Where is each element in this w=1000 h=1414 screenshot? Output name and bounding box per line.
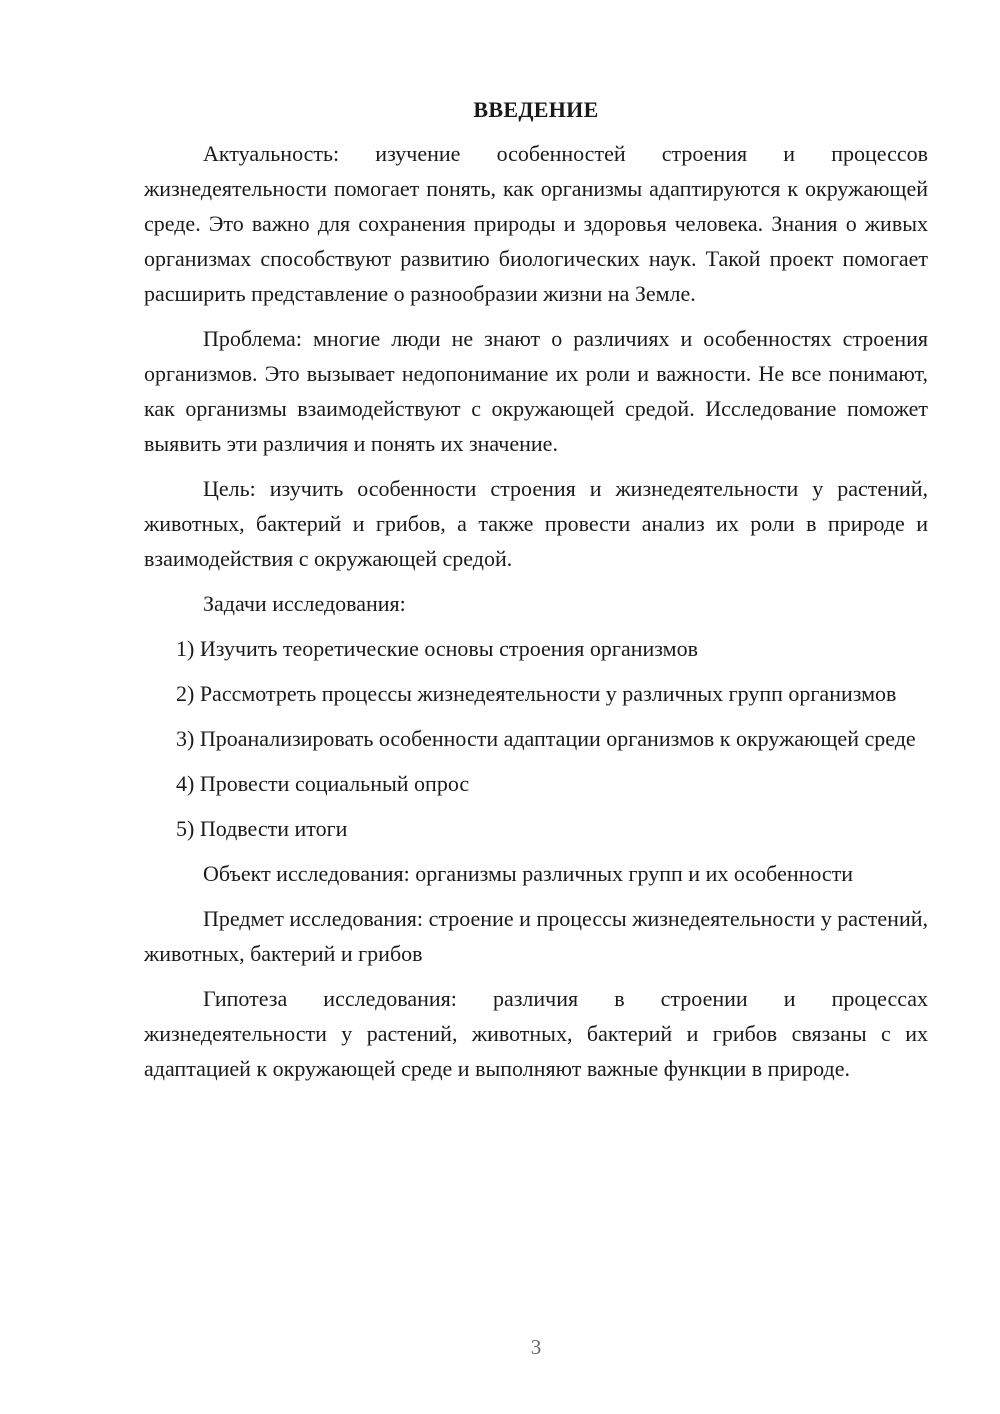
paragraph-tasks-heading: Задачи исследования: — [203, 591, 406, 616]
task-item-4: 4) Провести социальный опрос — [176, 771, 470, 796]
document-page — [144, 92, 928, 1096]
task-item-1: 1) Изучить теоретические основы строения организмов — [176, 636, 698, 661]
section-title: ВВЕДЕНИЕ — [473, 97, 599, 122]
paragraph-object: Объект исследования: организмы различных групп и их особенности — [203, 861, 854, 886]
paragraph-goal: Цель: изучить особенности строения и жизнедеятельности у растений, животных, бактерий и грибов, а также провести анализ их роли в природе и взаимодействия с окружающей средой. — [144, 476, 928, 571]
paragraph-subject: Предмет исследования: строение и процессы жизнедеятельности у растений, животных, бактерий и грибов — [144, 906, 928, 966]
paragraph-relevance: Актуальность: изучение особенностей строения и процессов жизнедеятельности помогает понять, как организмы адаптируются к окружающей среде. Это важно для сохранения природы и здоровья человека. Знания о живых организмах способствуют развитию биологических наук. Такой проект помогает расширить представление о разнообразии жизни на Земле. — [144, 141, 928, 306]
paragraph-hypothesis: Гипотеза исследования: различия в строении и процессах жизнедеятельности у растений, животных, бактерий и грибов связаны с их адаптацией к окружающей среде и выполняют важные функции в природе. — [144, 986, 928, 1081]
task-item-3: 3) Проанализировать особенности адаптации организмов к окружающей среде — [176, 726, 916, 751]
task-item-5: 5) Подвести итоги — [176, 816, 348, 841]
task-item-2: 2) Рассмотреть процессы жизнедеятельности у различных групп организмов — [176, 681, 897, 706]
page-number: 3 — [530, 1335, 542, 1359]
paragraph-problem: Проблема: многие люди не знают о различиях и особенностях строения организмов. Это вызывает недопонимание их роли и важности. Не все понимают, как организмы взаимодействуют с окружающей средой. Исследование поможет выявить эти различия и понять их значение. — [144, 326, 928, 456]
